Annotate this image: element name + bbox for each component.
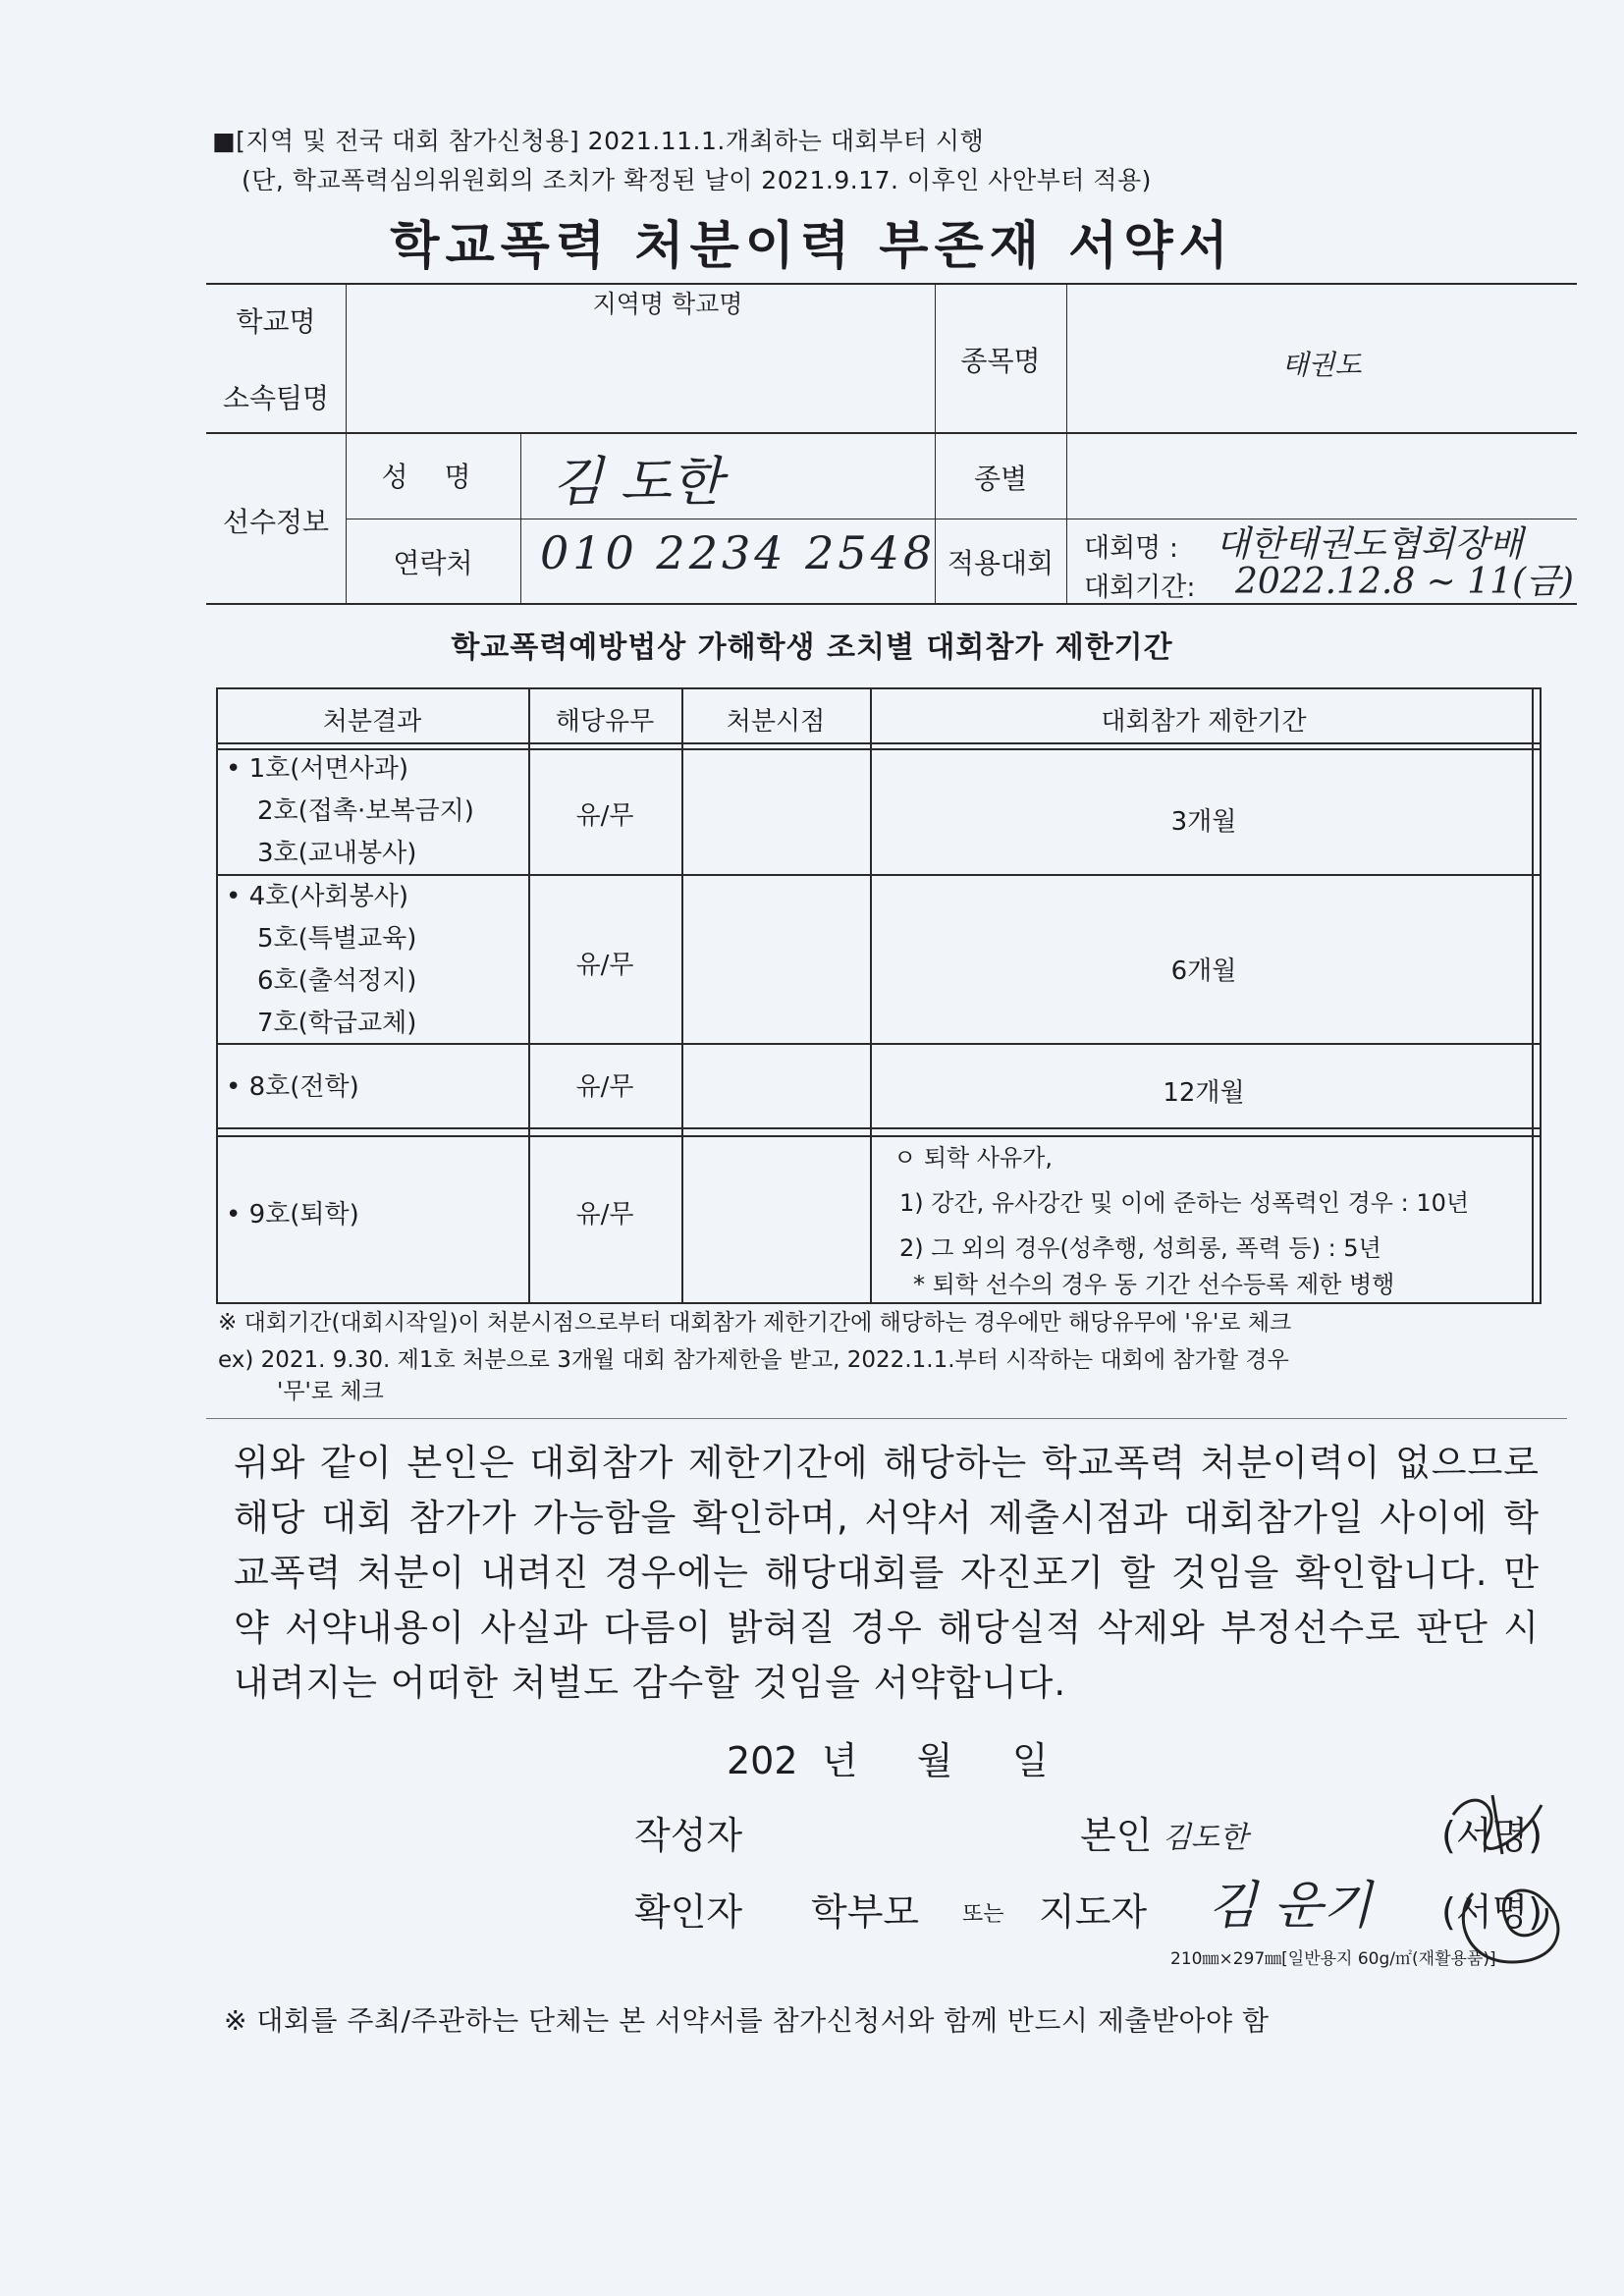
school-value: 지역명 학교명 — [592, 290, 743, 318]
footer-note: ※ 대회를 주최/주관하는 단체는 본 서약서를 참가신청서와 함께 반드시 제출받아야 함 — [224, 2004, 1270, 2037]
divider — [206, 1418, 1567, 1419]
row1-period: 3개월 — [1170, 807, 1237, 837]
note-a: ※ 대회기간(대회시작일)이 처분시점으로부터 대회참가 제한기간에 해당하는 경우에만 해당유무에 '유'로 체크 — [218, 1310, 1292, 1336]
row1-item: • 1호(서면사과) — [226, 754, 409, 784]
applied-event-label: 적용대회 — [947, 547, 1055, 579]
self-label: 본인 — [1080, 1814, 1153, 1857]
note-b: ex) 2021. 9.30. 제1호 처분으로 3개월 대회 참가제한을 받고, 2022.1.1.부터 시작하는 대회에 참가할 경우 — [218, 1347, 1289, 1373]
event-name-value: 대한태권도협회장배 — [1216, 524, 1523, 565]
confirmer-label: 확인자 — [634, 1890, 743, 1934]
row4-item: • 9호(퇴학) — [226, 1200, 359, 1230]
row2-period: 6개월 — [1170, 957, 1237, 986]
name-value-signature: 김 도한 — [552, 451, 723, 513]
row4-applicable: 유/무 — [575, 1200, 634, 1230]
table-row — [226, 748, 474, 875]
player-info-label: 선수정보 — [222, 506, 330, 538]
event-name-label: 대회명 : — [1084, 533, 1178, 564]
row1-item: 3호(교내봉사) — [257, 839, 417, 868]
row4-period-line: 1) 강간, 유사강간 및 이에 준하는 성폭력인 경우 : 10년 — [899, 1189, 1470, 1217]
note-c: '무'로 체크 — [277, 1379, 384, 1404]
date-line: 202 년 월 일 — [727, 1739, 1049, 1782]
row2-item: • 4호(사회봉사) — [226, 882, 409, 911]
col-header-result: 처분결과 — [322, 707, 422, 737]
parent-label: 학부모 — [811, 1890, 920, 1934]
col-header-period: 대회참가 제한기간 — [1101, 707, 1307, 737]
col-header-applicable: 해당유무 — [555, 707, 655, 737]
signature-scribble-icon — [1434, 1776, 1581, 1972]
name-label: 성 명 — [381, 461, 485, 493]
contact-value: 010 2234 2548 — [540, 526, 937, 579]
gender-label: 종별 — [973, 463, 1028, 495]
confirmer-name-signature: 김 운기 — [1208, 1877, 1373, 1936]
row4-period — [890, 1135, 1469, 1298]
sport-label: 종목명 — [960, 345, 1041, 377]
row3-period: 12개월 — [1163, 1078, 1245, 1108]
page-title: 학교폭력 처분이력 부존재 서약서 — [390, 217, 1234, 276]
or-label: 또는 — [962, 1902, 1004, 1927]
disposition-table — [216, 687, 1542, 1304]
confirmer-sign-mark: (서명) — [1441, 1890, 1543, 1934]
pledge-text: 위와 같이 본인은 대회참가 제한기간에 해당하는 학교폭력 처분이력이 없으므로 해당 대회 참가가 가능함을 확인하며, 서약서 제출시점과 대회참가일 사이에 학교폭력 처분이 내려진 경우에는 해당대회를 자진포기 할 것임을 확인합니다. 만약 서약내용이 사실과 다름이 밝혀질 경우 해당실적 삭제와 부정선수로 판단 시 내려지는 어떠한 처벌도 감수할 것임을 서약합니다. — [234, 1442, 1540, 1704]
school-label: 학교명 — [236, 305, 316, 338]
row2-applicable: 유/무 — [575, 951, 634, 980]
row2-item: 7호(학급교체) — [257, 1009, 417, 1038]
header-note-2: (단, 학교폭력심의위원회의 조치가 확정된 날이 2021.9.17. 이후인 사안부터 적용) — [242, 166, 1152, 194]
row3-applicable: 유/무 — [575, 1072, 634, 1102]
col-header-time: 처분시점 — [726, 707, 826, 737]
info-table — [206, 283, 1577, 605]
row1-applicable: 유/무 — [575, 801, 634, 831]
header-note-1: ■[지역 및 전국 대회 참가신청용] 2021.11.1.개최하는 대회부터 시행 — [212, 127, 985, 155]
contact-label: 연락처 — [393, 547, 473, 579]
row4-period-line: ㅇ 퇴학 사유가, — [893, 1144, 1053, 1172]
row2-item: 6호(출석정지) — [257, 966, 417, 996]
paper-spec: 210㎜×297㎜[일반용지 60g/㎡(재활용품)] — [1170, 1949, 1496, 1969]
event-period-label: 대회기간: — [1084, 573, 1196, 603]
sport-value: 태권도 — [1281, 349, 1362, 381]
self-sign-mark: (서명) — [1441, 1814, 1543, 1857]
event-period-value: 2022.12.8 ~ 11(금) — [1235, 562, 1574, 602]
row3-item: • 8호(전학) — [226, 1072, 359, 1102]
writer-label: 작성자 — [634, 1814, 743, 1857]
row4-period-line: 2) 그 외의 경우(성추행, 성희롱, 폭력 등) : 5년 — [899, 1234, 1381, 1262]
row2-item: 5호(특별교육) — [257, 924, 417, 954]
table-row — [226, 876, 416, 1045]
row1-item: 2호(접촉·보복금지) — [257, 796, 474, 826]
coach-label: 지도자 — [1039, 1890, 1148, 1934]
row4-period-line: * 퇴학 선수의 경우 동 기간 선수등록 제한 병행 — [913, 1271, 1395, 1298]
self-name-signature: 김도한 — [1163, 1821, 1248, 1855]
restriction-title: 학교폭력예방법상 가해학생 조치별 대회참가 제한기간 — [451, 630, 1173, 665]
team-label: 소속팀명 — [222, 382, 330, 414]
